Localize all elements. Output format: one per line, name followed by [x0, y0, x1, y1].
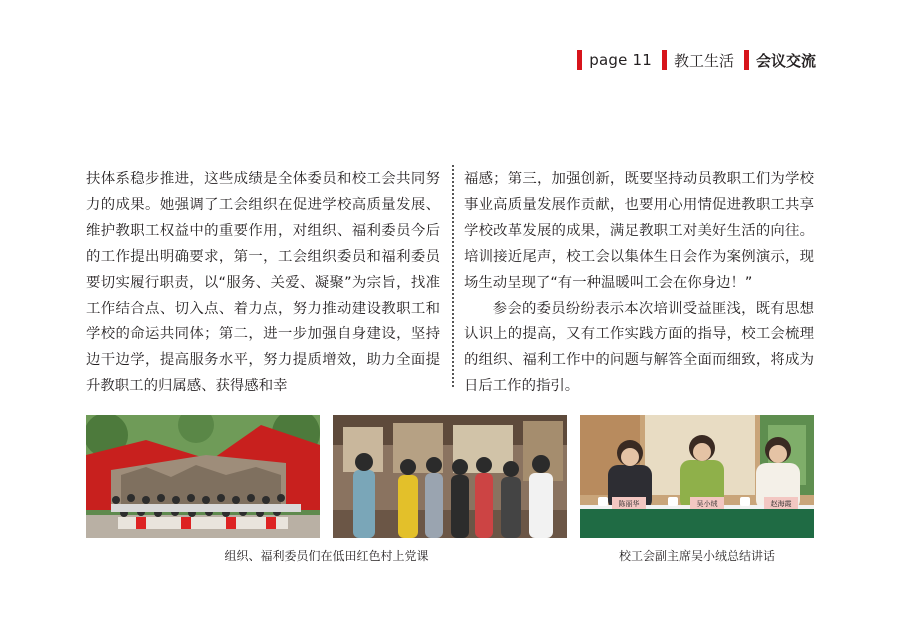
article-left-column — [86, 167, 440, 400]
nameplate-2: 吴小绒 — [696, 500, 718, 508]
photo-exhibition-hall — [333, 415, 567, 538]
article-right-column — [464, 167, 814, 400]
nameplate-1: 陈丽华 — [618, 500, 640, 508]
header-red-bar — [744, 50, 749, 70]
column-divider — [452, 165, 454, 387]
subsection-title: 会议交流 — [755, 51, 816, 70]
photo-meeting-speech — [580, 415, 814, 538]
nameplate-3: 赵海霞 — [770, 500, 792, 508]
photo-group-red-village — [86, 415, 320, 538]
article-paragraph: 扶体系稳步推进，这些成绩是全体委员和校工会共同努力的成果。她强调了工会组织在促进学校高质量发展、维护教职工权益中的重要作用，对组织、福利委员今后的工作提出明确要求，第一，工会组织委员和福利委员要切实履行职责，以“服务、关爱、凝聚”为宗旨，找准工作结合点、切入点、着力点，努力推动建设教职工和学校的命运共同体；第二，进一步加强自身建设，坚持边干边学，提高服务水平，努力提质增效，助力全面提升教职工的归属感、获得感和幸 — [86, 171, 440, 395]
article-paragraph: 参会的委员纷纷表示本次培训受益匪浅，既有思想认识上的提高，又有工作实践方面的指导，校工会梳理的组织、福利工作中的问题与解答全面而细致，将成为日后工作的指引。 — [464, 300, 814, 395]
page-header — [577, 48, 816, 72]
header-red-bar — [577, 50, 582, 70]
header-red-bar — [662, 50, 667, 70]
section-title: 教工生活 — [673, 51, 734, 70]
page-number: page 11 — [589, 51, 652, 69]
photo-caption: 组织、福利委员们在低田红色村上党课 — [224, 549, 429, 563]
photo-caption: 校工会副主席吴小绒总结讲话 — [618, 549, 775, 563]
article-paragraph: 福感；第三，加强创新，既要坚持动员教职工们为学校事业高质量发展作贡献，也要用心用情促进教职工共享学校改革发展的成果，满足教职工对美好生活的向往。培训接近尾声，校工会以集体生日会作为案例演示，现场生动呈现了“有一种温暖叫工会在你身边！” — [464, 171, 814, 291]
